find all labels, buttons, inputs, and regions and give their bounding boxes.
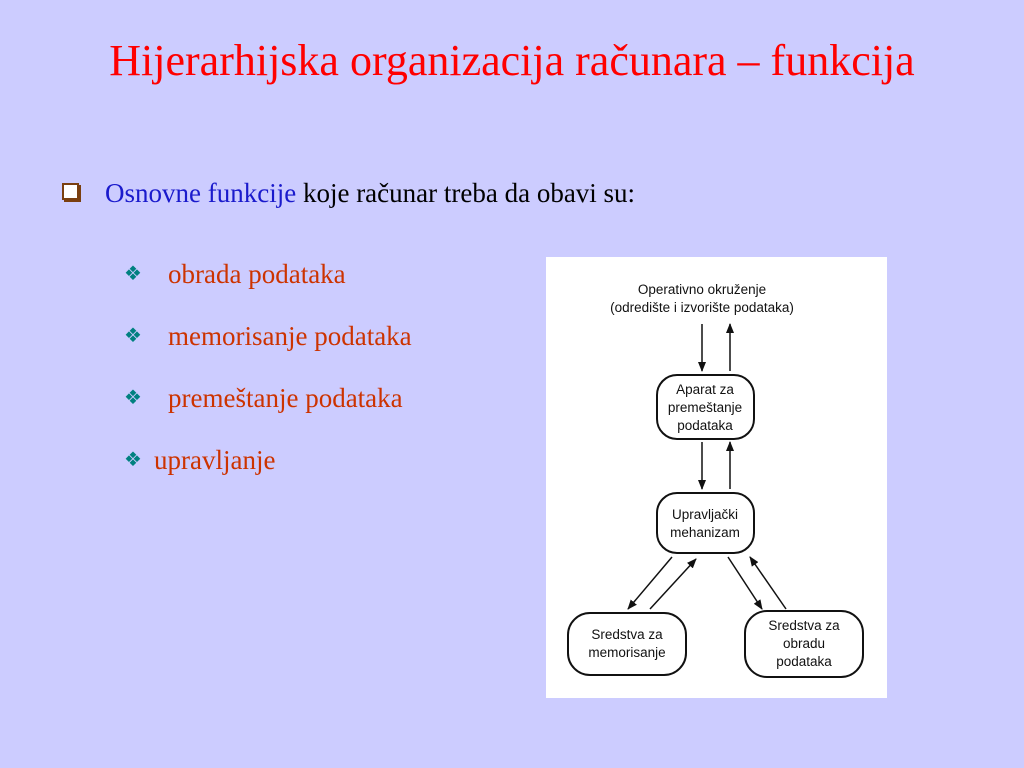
list-item-label: memorisanje podataka — [168, 321, 412, 351]
four-diamond-icon: ❖ — [124, 323, 142, 347]
list-item-label: premeštanje podataka — [168, 383, 403, 413]
arrow-control-to-storage — [628, 557, 672, 609]
storage-box-line1: Sredstva za — [591, 627, 663, 642]
storage-box-line2: memorisanje — [588, 645, 666, 660]
processing-box-line2: obradu — [782, 636, 826, 651]
arrow-processing-to-control — [750, 557, 786, 609]
list-item — [124, 257, 412, 319]
main-bullet-text: koje računar treba da obavi su: — [296, 178, 636, 208]
list-item — [124, 319, 412, 381]
processing-box-line3: podataka — [776, 654, 832, 669]
list-item — [124, 381, 412, 443]
list-item-label: upravljanje — [154, 445, 276, 475]
control-box-line2: mehanizam — [670, 525, 740, 540]
diagram-canvas — [546, 257, 887, 698]
main-bullet — [62, 176, 635, 210]
function-diagram — [546, 257, 887, 698]
environment-label-line2: (odredište i izvorište podataka) — [610, 300, 794, 315]
transfer-box-line1: Aparat za — [676, 382, 734, 397]
list-item-label: obrada podataka — [168, 259, 346, 289]
processing-box-line1: Sredstva za — [768, 618, 840, 633]
four-diamond-icon: ❖ — [124, 447, 142, 471]
transfer-box-line3: podataka — [677, 418, 733, 433]
list-item — [124, 443, 412, 505]
control-box — [657, 493, 754, 553]
hollow-square-icon — [62, 183, 79, 200]
four-diamond-icon: ❖ — [124, 261, 142, 285]
storage-box — [568, 613, 686, 675]
four-diamond-icon: ❖ — [124, 385, 142, 409]
arrow-storage-to-control — [650, 559, 696, 609]
slide-title: Hijerarhijska organizacija računara – funkcija — [109, 36, 915, 85]
function-list — [124, 257, 412, 505]
environment-label-line1: Operativno okruženje — [637, 282, 767, 297]
arrow-control-to-processing — [728, 557, 762, 609]
transfer-box-line2: premeštanje — [667, 400, 743, 415]
main-bullet-lead: Osnovne funkcije — [105, 178, 297, 208]
control-box-line1: Upravljački — [671, 507, 739, 522]
